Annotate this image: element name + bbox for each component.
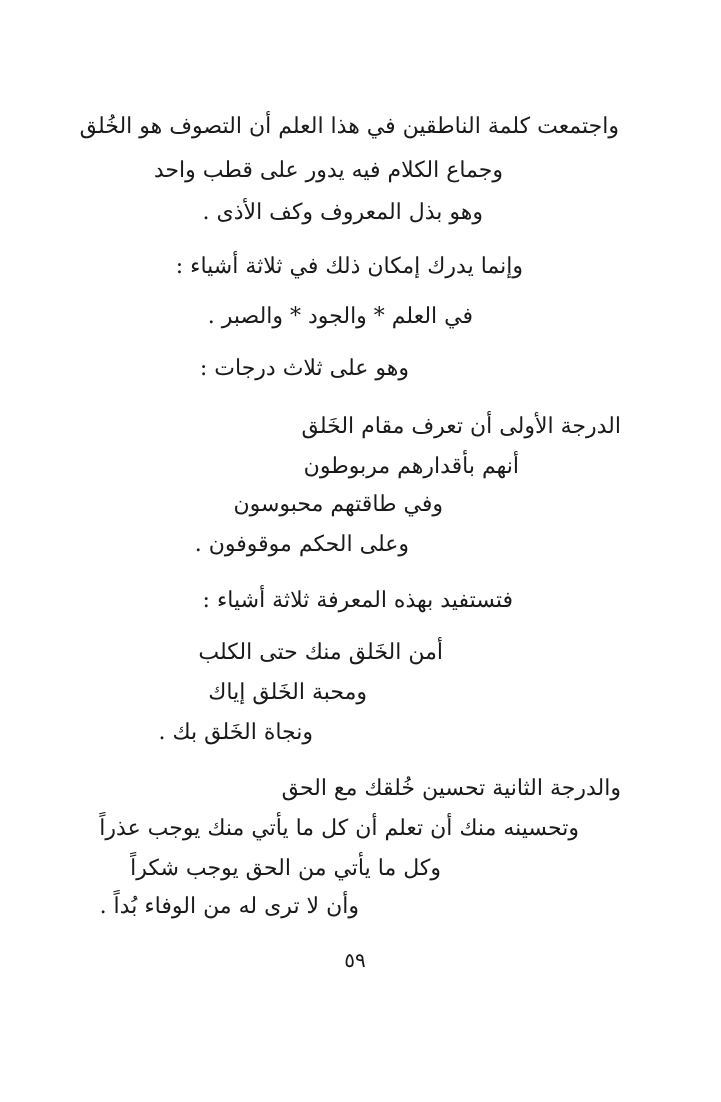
text-line-15: والدرجة الثانية تحسين خُلقك مع الحق: [281, 776, 621, 801]
text-line-14: ونجاة الخَلق بك .: [158, 720, 313, 745]
text-line-3: وهو بذل المعروف وكف الأذى .: [202, 200, 483, 225]
text-line-7: الدرجة الأولى أن تعرف مقام الخَلق: [301, 414, 621, 439]
text-line-12: أمن الخَلق منك حتى الكلب: [198, 640, 443, 665]
text-line-1: واجتمعت كلمة الناطقين في هذا العلم أن التصوف هو الخُلق: [79, 114, 619, 139]
text-line-10: وعلى الحكم موقوفون .: [194, 532, 409, 557]
text-line-4: وإنما يدرك إمكان ذلك في ثلاثة أشياء :: [175, 254, 523, 279]
text-line-17: وكل ما يأتي من الحق يوجب شكراً: [130, 856, 441, 881]
page-number: ٥٩: [344, 948, 366, 972]
text-line-13: ومحبة الخَلق إياك: [208, 680, 367, 705]
text-line-11: فتستفيد بهذه المعرفة ثلاثة أشياء :: [202, 588, 513, 613]
text-line-9: وفي طاقتهم محبوسون: [233, 492, 443, 517]
text-line-5: في العلم * والجود * والصبر .: [207, 304, 473, 329]
text-line-16: وتحسينه منك أن تعلم أن كل ما يأتي منك يوجب عذراً: [99, 816, 579, 841]
text-line-18: وأن لا ترى له من الوفاء بُداً .: [99, 894, 359, 919]
text-line-6: وهو على ثلاث درجات :: [199, 356, 409, 381]
text-line-8: أنهم بأقدارهم مربوطون: [303, 454, 519, 479]
text-line-2: وجماع الكلام فيه يدور على قطب واحد: [153, 158, 503, 183]
